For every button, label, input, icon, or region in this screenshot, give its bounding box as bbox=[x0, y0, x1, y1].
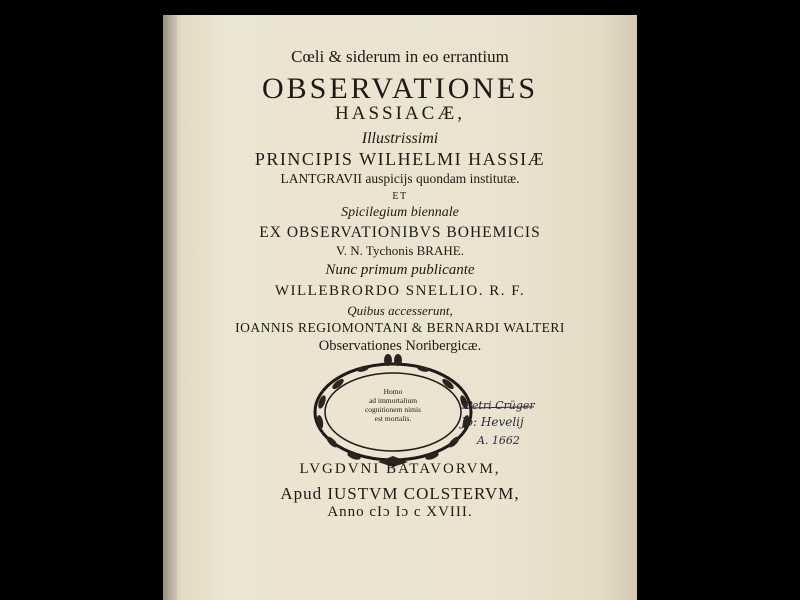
title-line-1: Cœli & siderum in eo errantium bbox=[291, 47, 509, 66]
imprint-printer: Apud IUSTVM COLSTERVM, bbox=[280, 484, 520, 503]
imprint-year: Anno cIɔ Iɔ c XVIII. bbox=[327, 504, 473, 520]
title-line-13: Quibus accesserunt, bbox=[347, 303, 453, 318]
main-title: OBSERVATIONES bbox=[261, 72, 539, 105]
title-page bbox=[163, 15, 637, 600]
main-title-2: HASSIACÆ, bbox=[335, 103, 465, 124]
title-line-15: Observationes Noribergicæ. bbox=[318, 338, 482, 354]
title-line-7: ET bbox=[392, 191, 408, 202]
emblem-motto bbox=[343, 387, 443, 423]
title-line-5: PRINCIPIS WILHELMI HASSIÆ bbox=[254, 149, 546, 169]
inscription-line-1: Petri Crüger bbox=[465, 399, 535, 412]
title-line-10: V. N. Tychonis BRAHE. bbox=[336, 243, 464, 258]
inscription-line-2: Jo: Hevelij bbox=[461, 415, 524, 429]
motto-line: Homo bbox=[383, 387, 403, 396]
title-line-9: EX OBSERVATIONIBVS BOHEMICIS bbox=[259, 224, 541, 241]
motto-line: est mortalis. bbox=[374, 414, 412, 423]
title-line-12: WILLEBRORDO SNELLIO. R. F. bbox=[274, 283, 526, 299]
title-line-8: Spicilegium biennale bbox=[341, 205, 459, 220]
title-line-6: LANTGRAVII auspicijs quondam institutæ. bbox=[280, 171, 520, 186]
motto-line: cognitionem nimis bbox=[364, 405, 422, 414]
imprint-place: LVGDVNI BATAVORVM, bbox=[299, 461, 501, 477]
page-gutter bbox=[163, 15, 177, 600]
motto-line: ad immortalium bbox=[368, 396, 418, 405]
inscription-line-3: A. 1662 bbox=[477, 434, 520, 447]
title-line-4: Illustrissimi bbox=[361, 130, 439, 147]
title-line-11: Nunc primum publicante bbox=[325, 262, 475, 278]
title-line-14: IOANNIS REGIOMONTANI & BERNARDI WALTERI bbox=[235, 320, 565, 335]
